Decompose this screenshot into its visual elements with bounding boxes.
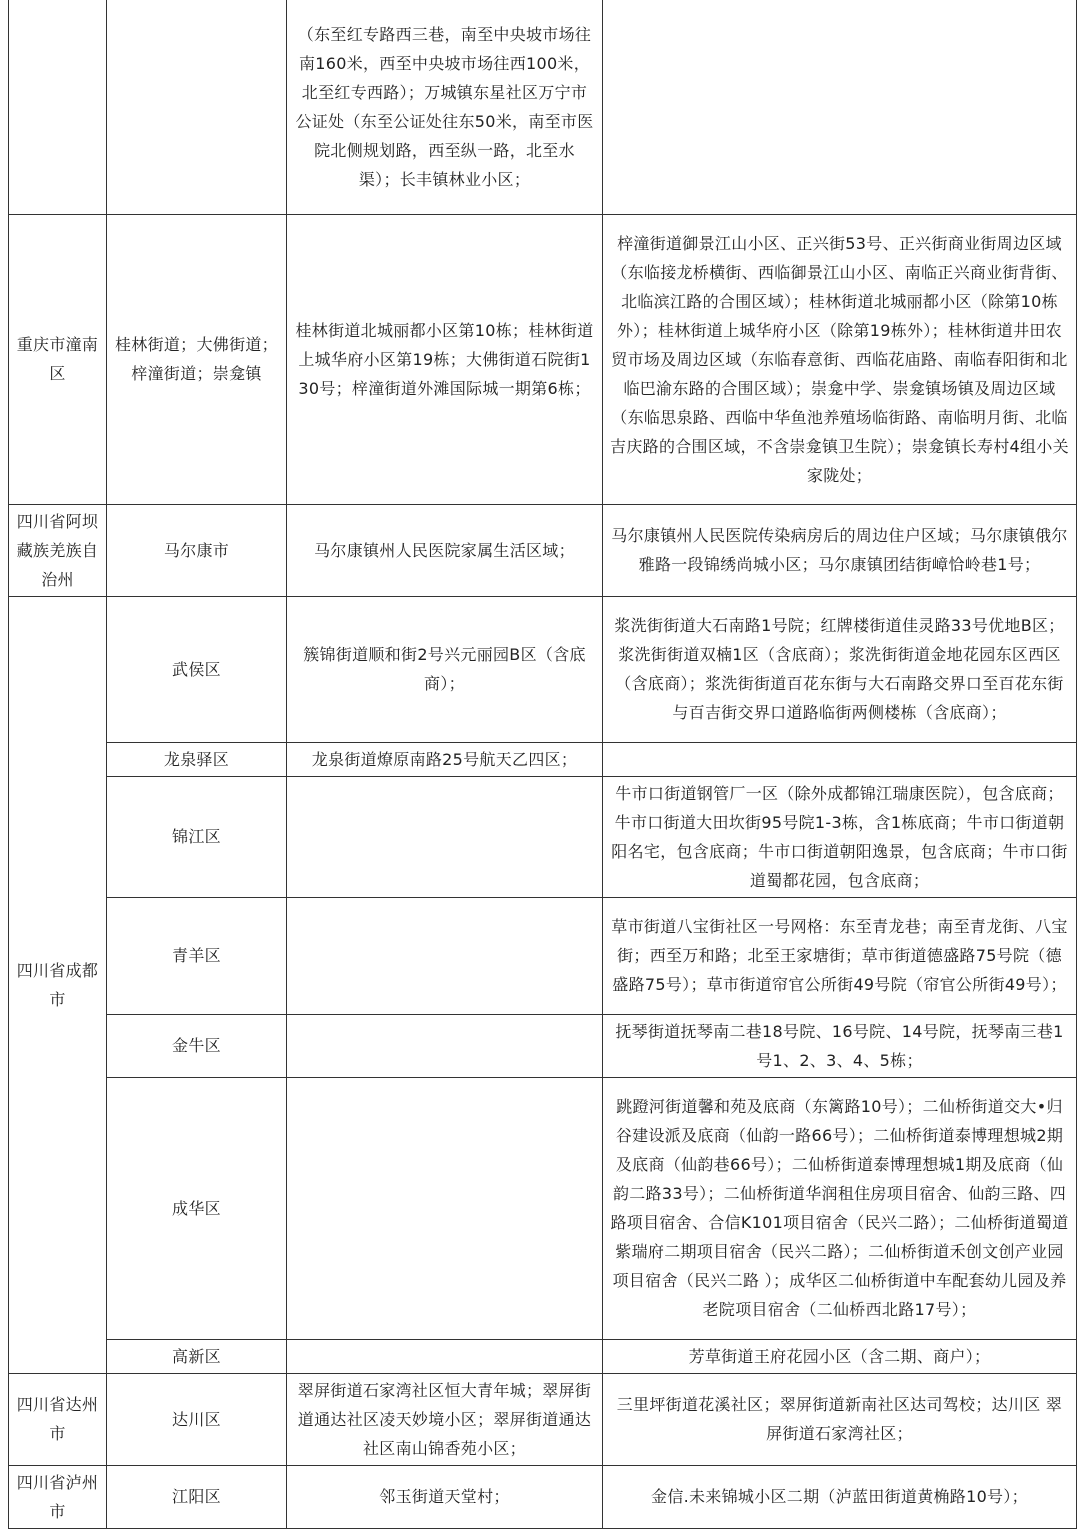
district-cell: 成华区: [107, 1077, 287, 1339]
medium-risk-cell: 牛市口街道钢管厂一区（除外成都锦江瑞康医院），包含底商；牛市口街道大田坎街95号院1-3栋，含1栋底商；牛市口街道朝阳名宅，包含底商；牛市口街道朝阳逸景，包含底商；牛市口街道蜀都花园，包含底商；: [603, 776, 1077, 897]
table-row: [9, 504, 1077, 596]
district-cell: 桂林街道；大佛街道；梓潼街道；崇龛镇: [107, 214, 287, 504]
medium-risk-cell: 浆洗街街道大石南路1号院；红牌楼街道佳灵路33号优地B区；浆洗街街道双楠1区（含底商）；浆洗街街道金地花园东区西区（含底商）；浆洗街街道百花东街与大石南路交界口至百花东街与百吉街交界口道路临街两侧楼栋（含底商）；: [603, 596, 1077, 742]
medium-risk-cell: 芳草街道王府花园小区（含二期、商户）；: [603, 1339, 1077, 1373]
high-risk-cell: [287, 897, 603, 1014]
table-row: [9, 596, 1077, 742]
medium-risk-cell: 三里坪街道花溪社区；翠屏街道新南社区达司驾校；达川区 翠屏街道石家湾社区；: [603, 1373, 1077, 1465]
risk-area-table: [8, 0, 1077, 1529]
table-row: [9, 897, 1077, 1014]
medium-risk-cell: 抚琴街道抚琴南二巷18号院、16号院、14号院，抚琴南三巷1号1、2、3、4、5栋；: [603, 1014, 1077, 1077]
district-cell: 武侯区: [107, 596, 287, 742]
table-row: [9, 1373, 1077, 1465]
high-risk-cell: 簇锦街道顺和街2号兴元丽园B区（含底商）；: [287, 596, 603, 742]
city-cell: [9, 0, 107, 214]
high-risk-cell: [287, 1014, 603, 1077]
city-cell: 重庆市潼南区: [9, 214, 107, 504]
district-cell: 锦江区: [107, 776, 287, 897]
medium-risk-cell: [603, 0, 1077, 214]
district-cell: 青羊区: [107, 897, 287, 1014]
high-risk-cell: [287, 1077, 603, 1339]
city-cell: 四川省泸州市: [9, 1465, 107, 1528]
high-risk-cell: 马尔康镇州人民医院家属生活区域；: [287, 504, 603, 596]
district-cell: 马尔康市: [107, 504, 287, 596]
table-row: [9, 0, 1077, 214]
high-risk-cell: 邻玉街道天堂村；: [287, 1465, 603, 1528]
district-cell: [107, 0, 287, 214]
district-cell: 达川区: [107, 1373, 287, 1465]
table-row: [9, 1077, 1077, 1339]
medium-risk-cell: 梓潼街道御景江山小区、正兴街53号、正兴街商业街周边区域（东临接龙桥横街、西临御景江山小区、南临正兴商业街背街、北临滨江路的合围区域）；桂林街道北城丽都小区（除第10栋外）；桂林街道上城华府小区（除第19栋外）；桂林街道井田农贸市场及周边区域（东临春意街、西临花庙路、南临春阳街和北临巴渝东路的合围区域）；崇龛中学、崇龛镇场镇及周边区域（东临思泉路、西临中华鱼池养殖场临街路、南临明月街、北临吉庆路的合围区域，不含崇龛镇卫生院）；崇龛镇长寿村4组小关家陇处；: [603, 214, 1077, 504]
medium-risk-cell: 草市街道八宝街社区一号网格：东至青龙巷；南至青龙街、八宝街；西至万和路；北至王家塘街；草市街道德盛路75号院（德盛路75号）；草市街道帘官公所街49号院（帘官公所街49号）；: [603, 897, 1077, 1014]
district-cell: 高新区: [107, 1339, 287, 1373]
table-row: [9, 1339, 1077, 1373]
city-cell: 四川省达州市: [9, 1373, 107, 1465]
high-risk-cell: 桂林街道北城丽都小区第10栋；桂林街道上城华府小区第19栋；大佛街道石院街130号；梓潼街道外滩国际城一期第6栋；: [287, 214, 603, 504]
table-row: [9, 1465, 1077, 1528]
district-cell: 龙泉驿区: [107, 742, 287, 776]
high-risk-cell: （东至红专路西三巷，南至中央坡市场往南160米，西至中央坡市场往西100米，北至红专西路）；万城镇东星社区万宁市公证处（东至公证处往东50米，南至市医院北侧规划路，西至纵一路，北至水渠）；长丰镇林业小区；: [287, 0, 603, 214]
high-risk-cell: [287, 776, 603, 897]
table-row: [9, 776, 1077, 897]
high-risk-cell: 翠屏街道石家湾社区恒大青年城；翠屏街道通达社区凌天妙境小区；翠屏街道通达社区南山锦香苑小区；: [287, 1373, 603, 1465]
high-risk-cell: 龙泉街道燎原南路25号航天乙四区；: [287, 742, 603, 776]
table-row: [9, 742, 1077, 776]
high-risk-cell: [287, 1339, 603, 1373]
medium-risk-cell: [603, 742, 1077, 776]
city-cell: 四川省阿坝藏族羌族自治州: [9, 504, 107, 596]
medium-risk-cell: 马尔康镇州人民医院传染病房后的周边住户区域；马尔康镇俄尔雅路一段锦绣尚城小区；马尔康镇团结街嶂恰岭巷1号；: [603, 504, 1077, 596]
district-cell: 金牛区: [107, 1014, 287, 1077]
medium-risk-cell: 金信.未来锦城小区二期（泸蓝田街道黄桷路10号）；: [603, 1465, 1077, 1528]
table-row: [9, 214, 1077, 504]
table-row: [9, 1014, 1077, 1077]
city-cell: 四川省成都市: [9, 596, 107, 1373]
medium-risk-cell: 跳蹬河街道馨和苑及底商（东篱路10号）；二仙桥街道交大•归谷建设派及底商（仙韵一路66号）；二仙桥街道泰博理想城2期及底商（仙韵巷66号）；二仙桥街道泰博理想城1期及底商（仙韵二路33号）；二仙桥街道华润租住房项目宿舍、仙韵三路、四路项目宿舍、合信K101项目宿舍（民兴二路）；二仙桥街道蜀道紫瑞府二期项目宿舍（民兴二路）；二仙桥街道禾创文创产业园项目宿舍（民兴二路 ）；成华区二仙桥街道中车配套幼儿园及养老院项目宿舍（二仙桥西北路17号）；: [603, 1077, 1077, 1339]
district-cell: 江阳区: [107, 1465, 287, 1528]
